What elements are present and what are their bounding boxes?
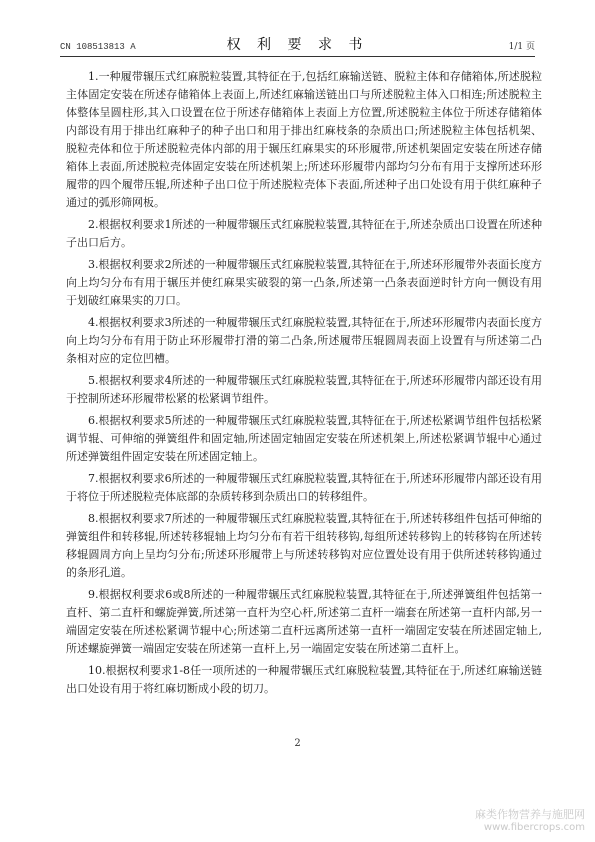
document-title: 权 利 要 求 书 [226,37,369,53]
claim-4: 4.根据权利要求3所述的一种履带辗压式红麻脱粒装置,其特征在于,所述环形履带内表面长度方向上均匀分布有用于防止环形履带打滑的第二凸条,所述履带压辊圆周表面上设置有与所述第二凸条相对应的定位凹槽。 [66,316,542,365]
claims-body [66,68,542,702]
claim-6: 6.根据权利要求5所述的一种履带辗压式红麻脱粒装置,其特征在于,所述松紧调节组件包括松紧调节辊、可伸缩的弹簧组件和固定轴,所述固定轴固定安装在所述机架上,所述松紧调节辊中心通过所述弹簧组件固定安装在所述固定轴上。 [66,414,542,463]
watermark [475,808,585,834]
watermark-url: www.fibercrops.com [483,822,585,833]
page-indicator: 1/1 页 [508,42,535,52]
claim-2: 2.根据权利要求1所述的一种履带辗压式红麻脱粒装置,其特征在于,所述杂质出口设置在所述种子出口后方。 [66,218,542,249]
claim-8: 8.根据权利要求7所述的一种履带辗压式红麻脱粒装置,其特征在于,所述转移组件包括可伸缩的弹簧组件和转移辊,所述转移辊轴上均匀分布有若干组转移钩,每组所述转移钩上的转移钩在所述转移辊圆周方向上呈均匀分布;所述环形履带上与所述转移钩对应位置处设有用于供所述转移钩通过的条形孔道。 [66,512,542,579]
claim-9: 9.根据权利要求6或8所述的一种履带辗压式红麻脱粒装置,其特征在于,所述弹簧组件包括第一直杆、第二直杆和螺旋弹簧,所述第一直杆为空心杆,所述第二直杆一端套在所述第一直杆内部,另一端固定安装在所述松紧调节辊中心;所述第二直杆远离所述第一直杆一端固定安装在所述固定轴上,所述螺旋弹簧一端固定安装在所述第一直杆上,另一端固定安装在所述第二直杆上。 [66,588,542,655]
publication-number: CN 108513813 A [60,42,136,52]
watermark-title: 麻类作物营养与施肥网 [475,808,585,821]
claim-1: 1.一种履带辗压式红麻脱粒装置,其特征在于,包括红麻输送链、脱粒主体和存储箱体,所述脱粒主体固定安装在所述存储箱体上表面上,所述红麻输送链出口与所述脱粒主体入口相连;所述脱粒主体整体呈圆柱形,其入口设置在位于所述存储箱体上表面上方位置,所述脱粒主体位于所述存储箱体内部设有用于排出红麻种子的种子出口和用于排出红麻枝条的杂质出口;所述脱粒主体包括机架、脱粒壳体和位于所述脱粒壳体内部的用于辗压红麻果实的环形履带,所述机架固定安装在所述存储箱体上表面,所述脱粒壳体固定安装在所述机架上;所述环形履带内部均匀分布有用于支撑所述环形履带的四个履带压辊,所述种子出口位于所述脱粒壳体下表面,所述种子出口处设有用于供红麻种子通过的弧形筛网板。 [66,70,542,209]
claim-10: 10.根据权利要求1-8任一项所述的一种履带辗压式红麻脱粒装置,其特征在于,所述红麻输送链出口处设有用于将红麻切断成小段的切刀。 [66,664,542,695]
claim-7: 7.根据权利要求6所述的一种履带辗压式红麻脱粒装置,其特征在于,所述环形履带内部还设有用于将位于所述脱粒壳体底部的杂质转移到杂质出口的转移组件。 [66,472,542,503]
claim-5: 5.根据权利要求4所述的一种履带辗压式红麻脱粒装置,其特征在于,所述环形履带内部还设有用于控制所述环形履带松紧的松紧调节组件。 [66,374,542,405]
document-header [60,34,535,57]
page-number: 2 [294,738,301,749]
claim-3: 3.根据权利要求2所述的一种履带辗压式红麻脱粒装置,其特征在于,所述环形履带外表面长度方向上均匀分布有用于辗压并使红麻果实破裂的第一凸条,所述第一凸条表面逆时针方向一侧设有用于划破红麻果实的刀口。 [66,258,542,307]
